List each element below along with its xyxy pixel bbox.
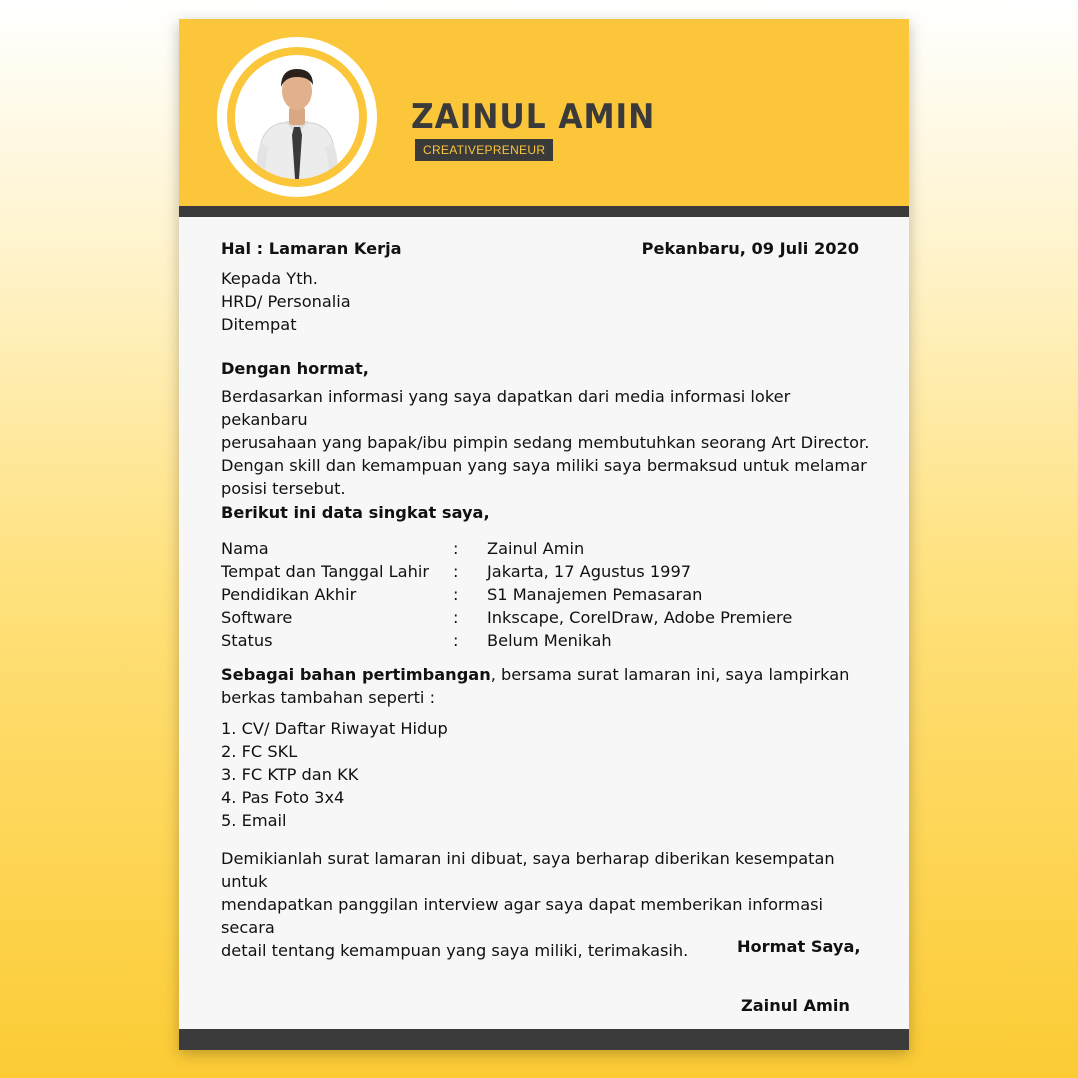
paragraph-line: Demikianlah surat lamaran ini dibuat, saya berharap diberikan kesempatan untuk bbox=[221, 849, 835, 891]
paragraph-line: mendapatkan panggilan interview agar saya dapat memberikan informasi secara bbox=[221, 895, 824, 937]
paragraph-line: perusahaan yang bapak/ibu pimpin sedang membutuhkan seorang Art Director. bbox=[221, 433, 870, 452]
paragraph-line: Berdasarkan informasi yang saya dapatkan dari media informasi loker pekanbaru bbox=[221, 387, 791, 429]
data-row bbox=[221, 560, 871, 583]
data-separator: : bbox=[453, 631, 459, 650]
letter-subject: Hal : Lamaran Kerja bbox=[221, 239, 402, 258]
attachment-item: 2. FC SKL bbox=[221, 742, 298, 761]
data-value: S1 Manajemen Pemasaran bbox=[487, 585, 703, 604]
data-value: Zainul Amin bbox=[487, 539, 585, 558]
recipient-block bbox=[221, 267, 871, 336]
data-label: Pendidikan Akhir bbox=[221, 585, 357, 604]
recipient-line: HRD/ Personalia bbox=[221, 292, 351, 311]
data-row bbox=[221, 629, 871, 652]
attachment-intro-bold: Sebagai bahan pertimbangan bbox=[221, 665, 491, 684]
attachment-item: 4. Pas Foto 3x4 bbox=[221, 788, 345, 807]
letter-sheet bbox=[179, 19, 909, 1050]
profile-photo bbox=[235, 55, 359, 179]
footer-bar bbox=[179, 1029, 909, 1050]
data-separator: : bbox=[453, 539, 459, 558]
attachment-list bbox=[221, 717, 871, 832]
paragraph-line: detail tentang kemampuan yang saya miliki, terimakasih. bbox=[221, 941, 689, 960]
data-separator: : bbox=[453, 562, 459, 581]
attachment-item: 3. FC KTP dan KK bbox=[221, 765, 359, 784]
data-label: Tempat dan Tanggal Lahir bbox=[221, 562, 429, 581]
data-label: Status bbox=[221, 631, 273, 650]
intro-paragraph bbox=[221, 385, 871, 500]
recipient-line: Ditempat bbox=[221, 315, 297, 334]
signer-name: Zainul Amin bbox=[741, 996, 850, 1015]
attachment-intro bbox=[221, 663, 871, 709]
header-divider bbox=[179, 206, 909, 217]
data-row bbox=[221, 606, 871, 629]
data-heading: Berikut ini data singkat saya, bbox=[221, 503, 490, 522]
attachment-intro-line bbox=[221, 663, 871, 686]
header-band bbox=[179, 19, 909, 206]
attachment-item: 1. CV/ Daftar Riwayat Hidup bbox=[221, 719, 448, 738]
recipient-line: Kepada Yth. bbox=[221, 269, 318, 288]
personal-data-table bbox=[221, 537, 871, 652]
data-value: Jakarta, 17 Agustus 1997 bbox=[487, 562, 692, 581]
person-illustration bbox=[235, 55, 359, 179]
profile-photo-frame bbox=[227, 47, 367, 187]
profile-photo-ring bbox=[217, 37, 377, 197]
attachment-item: 5. Email bbox=[221, 811, 287, 830]
data-value: Inkscape, CorelDraw, Adobe Premiere bbox=[487, 608, 793, 627]
data-label: Nama bbox=[221, 539, 269, 558]
data-separator: : bbox=[453, 585, 459, 604]
data-row bbox=[221, 583, 871, 606]
data-value: Belum Menikah bbox=[487, 631, 612, 650]
attachment-intro-rest: , bersama surat lamaran ini, saya lampirkan bbox=[490, 665, 850, 684]
sign-off: Hormat Saya, bbox=[737, 937, 861, 956]
attachment-intro-line: berkas tambahan seperti : bbox=[221, 688, 436, 707]
data-separator: : bbox=[453, 608, 459, 627]
paragraph-line: posisi tersebut. bbox=[221, 479, 346, 498]
greeting: Dengan hormat, bbox=[221, 359, 369, 378]
data-row bbox=[221, 537, 871, 560]
applicant-name: ZAINUL AMIN bbox=[411, 97, 656, 137]
role-badge: CREATIVEPRENEUR bbox=[415, 139, 553, 161]
data-label: Software bbox=[221, 608, 293, 627]
letter-date: Pekanbaru, 09 Juli 2020 bbox=[641, 239, 859, 258]
paragraph-line: Dengan skill dan kemampuan yang saya miliki saya bermaksud untuk melamar bbox=[221, 456, 867, 475]
